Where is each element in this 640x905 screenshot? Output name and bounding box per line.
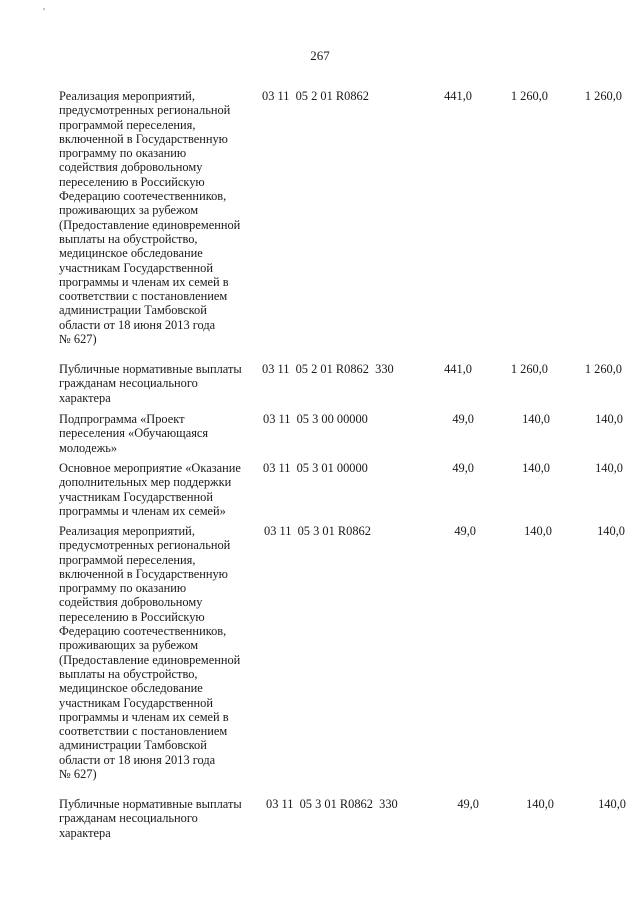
row-value-2: 140,0 [522,412,550,426]
row-description: Основное мероприятие «Оказание дополнительных мер поддержки участникам Государственной программы и членам их семей» [59,461,241,518]
row-value-2: 1 260,0 [510,362,548,376]
row-value-3: 140,0 [597,524,625,538]
page-number: 267 [310,48,330,63]
scan-speck [43,8,45,10]
row-value-1: 49,0 [452,461,474,475]
row-value-2: 1 260,0 [510,89,548,103]
row-description: Публичные нормативные выплаты гражданам несоциального характера [59,797,242,840]
row-value-2: 140,0 [524,524,552,538]
row-description: Реализация мероприятий, предусмотренных региональной программой переселения, включенной в Государственную программу по оказанию содействия добровольному переселению в Российскую Федерацию соотечественников, проживающих за рубежом (Предоставление единовременной выплаты на обустройство, медицинское обследование участникам Государственной программы и членам их семей в соответствии с постановлением администрации Тамбовской области от 18 июня 2013 года № 627) [59,89,241,347]
row-value-1: 49,0 [457,797,479,811]
row-value-2: 140,0 [522,461,550,475]
row-description: Публичные нормативные выплаты гражданам несоциального характера [59,362,242,405]
row-value-3: 1 260,0 [584,89,622,103]
row-value-2: 140,0 [526,797,554,811]
row-value-3: 140,0 [595,461,623,475]
row-classification-code: 03 11 05 3 01 R0862 330 [266,797,398,811]
row-classification-code: 03 11 05 3 01 R0862 [264,524,371,538]
row-description: Реализация мероприятий, предусмотренных региональной программой переселения, включенной в Государственную программу по оказанию содействия добровольному переселению в Российскую Федерацию соотечественников, проживающих за рубежом (Предоставление единовременной выплаты на обустройство, медицинское обследование участникам Государственной программы и членам их семей в соответствии с постановлением администрации Тамбовской области от 18 июня 2013 года № 627) [59,524,241,782]
row-value-3: 1 260,0 [584,362,622,376]
row-value-1: 441,0 [444,362,472,376]
row-value-1: 49,0 [452,412,474,426]
row-classification-code: 03 11 05 2 01 R0862 330 [262,362,394,376]
row-value-3: 140,0 [598,797,626,811]
row-value-3: 140,0 [595,412,623,426]
row-value-1: 441,0 [444,89,472,103]
row-description: Подпрограмма «Проект переселения «Обучающаяся молодежь» [59,412,209,455]
row-classification-code: 03 11 05 2 01 R0862 [262,89,369,103]
row-value-1: 49,0 [454,524,476,538]
row-classification-code: 03 11 05 3 01 00000 [263,461,368,475]
row-classification-code: 03 11 05 3 00 00000 [263,412,368,426]
